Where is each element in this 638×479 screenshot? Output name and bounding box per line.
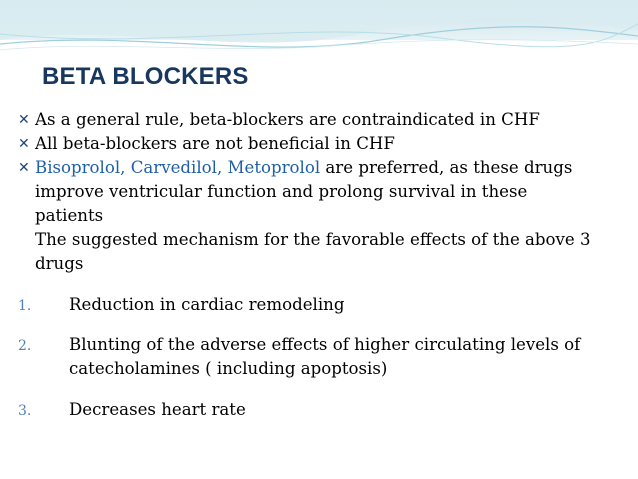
bullet-item <box>18 108 598 132</box>
bullet-text: are preferred, as these drugs improve ventricular function and prolong survival in these patients <box>35 158 573 225</box>
numbered-text: Decreases heart rate <box>69 399 246 419</box>
mechanism-intro <box>18 228 598 276</box>
item-number: 1. <box>18 297 32 314</box>
numbered-item <box>18 398 598 422</box>
numbered-text: Reduction in cardiac remodeling <box>69 294 345 314</box>
slide-body <box>18 108 598 438</box>
x-mark-icon: ✕ <box>18 160 30 176</box>
drug-names-highlight: Bisoprolol, Carvedilol, Metoprolol <box>35 158 321 177</box>
bullet-text: As a general rule, beta-blockers are contraindicated in CHF <box>35 110 540 129</box>
mechanism-text: The suggested mechanism for the favorable effects of the above 3 drugs <box>35 230 591 273</box>
item-number: 2. <box>18 338 32 355</box>
numbered-text: Blunting of the adverse effects of higher circulating levels of catecholamines ( including apoptosis) <box>69 335 581 379</box>
bullet-item <box>18 156 598 228</box>
header-decoration <box>0 0 638 58</box>
slide-title: BETA BLOCKERS <box>42 63 249 90</box>
numbered-item <box>18 333 598 381</box>
item-number: 3. <box>18 402 32 419</box>
x-mark-icon: ✕ <box>18 136 30 152</box>
bullet-text: All beta-blockers are not beneficial in CHF <box>35 134 395 153</box>
bullet-item <box>18 132 598 156</box>
numbered-item <box>18 293 598 317</box>
x-mark-icon: ✕ <box>18 112 30 128</box>
